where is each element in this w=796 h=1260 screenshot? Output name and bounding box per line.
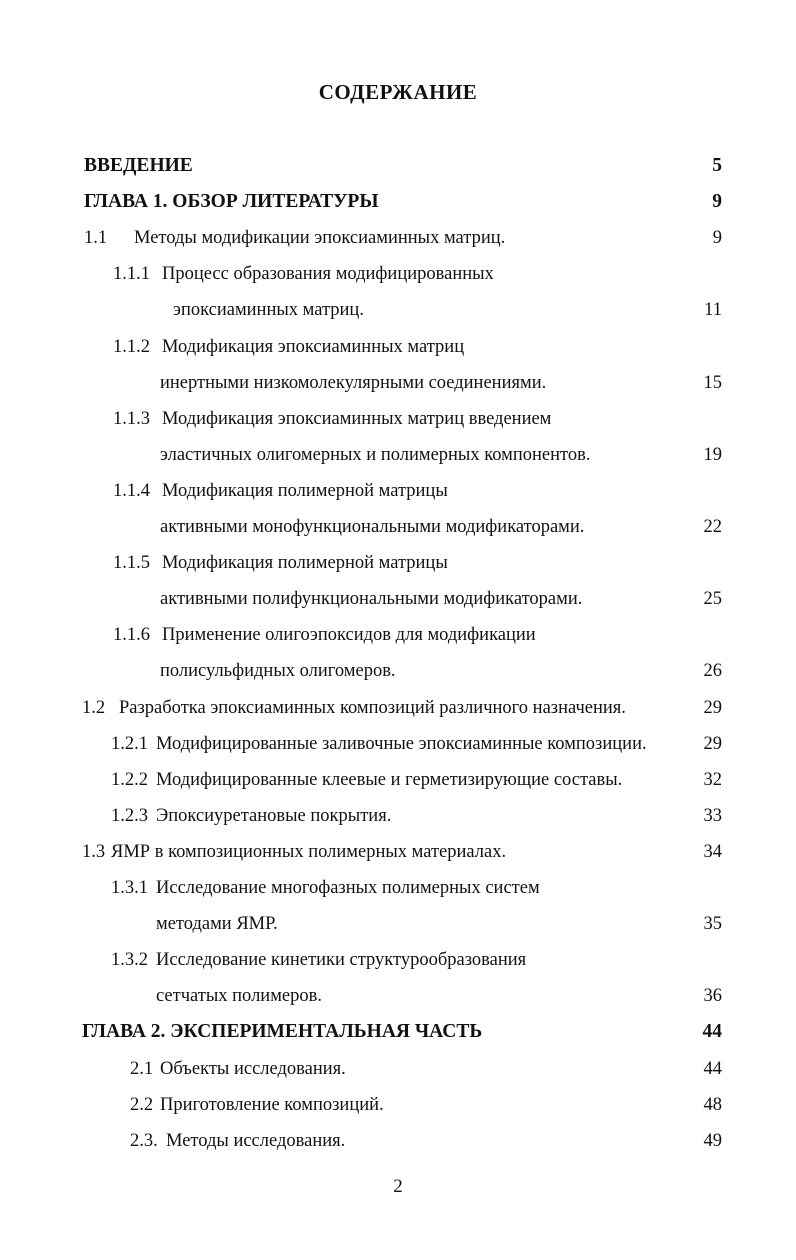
toc-entry-continuation <box>0 982 796 1010</box>
toc-entry-text: Модификация полимерной матрицы <box>162 481 448 501</box>
toc-entry <box>0 621 796 649</box>
toc-entry-continuation <box>0 657 796 685</box>
toc-entry-text: Разработка эпоксиаминных композиций различного назначения. <box>119 698 626 718</box>
toc-entry-text: сетчатых полимеров. <box>156 986 322 1006</box>
toc-entry-number: 2.3. <box>130 1131 158 1151</box>
toc-entry-page: 9 <box>712 191 722 212</box>
toc-entry-page: 34 <box>703 842 722 862</box>
toc-entry-text: ГЛАВА 2. ЭКСПЕРИМЕНТАЛЬНАЯ ЧАСТЬ <box>82 1021 483 1042</box>
toc-entry-text: эластичных олигомерных и полимерных компонентов. <box>160 445 591 465</box>
toc-entry-page: 33 <box>703 806 722 826</box>
toc-entry-number: 1.1.5 <box>113 553 150 573</box>
toc-entry-page: 5 <box>712 155 722 176</box>
toc-entry-text: полисульфидных олигомеров. <box>160 661 396 681</box>
toc-entry-page: 32 <box>703 770 722 790</box>
toc-entry-continuation <box>0 910 796 938</box>
toc-entry-text: эпоксиаминных матриц. <box>173 300 364 320</box>
toc-entry <box>0 477 796 505</box>
toc-entry-text: активными монофункциональными модификаторами. <box>160 517 585 537</box>
toc-entry-text: Модифицированные клеевые и герметизирующие составы. <box>156 770 623 790</box>
toc-entry-page: 44 <box>703 1059 722 1079</box>
toc-entry <box>0 1055 796 1083</box>
toc-entry-continuation <box>0 296 796 324</box>
toc-entry-page: 35 <box>703 914 722 934</box>
toc-entry-number: 1.1.6 <box>113 625 150 645</box>
toc-entry-number: 1.2.3 <box>111 806 148 826</box>
toc-entry-text: Методы модификации эпоксиаминных матриц. <box>134 228 506 248</box>
toc-entry-number: 1.1 <box>84 228 108 248</box>
toc-entry-continuation <box>0 585 796 613</box>
toc-entry-number: 1.1.3 <box>113 409 150 429</box>
toc-entry-text: Модификация полимерной матрицы <box>162 553 448 573</box>
toc-entry-number: 1.3.2 <box>111 950 148 970</box>
toc-entry-number: 1.1.4 <box>113 481 150 501</box>
toc-entry-page: 22 <box>703 517 722 537</box>
toc-entry-text: Модифицированные заливочные эпоксиаминные композиции. <box>156 734 647 754</box>
toc-entry-text: Объекты исследования. <box>160 1059 346 1079</box>
toc-entry-number: 1.3.1 <box>111 878 148 898</box>
toc-entry-text: ВВЕДЕНИЕ <box>84 155 193 176</box>
toc-entry-text: Модификация эпоксиаминных матриц <box>162 337 465 357</box>
toc-entry-text: Приготовление композиций. <box>160 1095 384 1115</box>
toc-entry <box>0 1018 796 1046</box>
toc-entry-number: 1.2 <box>82 698 106 718</box>
toc-entry-text: Модификация эпоксиаминных матриц введением <box>162 409 552 429</box>
toc-entry <box>0 874 796 902</box>
toc-entry-number: 2.2 <box>130 1095 154 1115</box>
toc-entry-page: 44 <box>702 1021 722 1042</box>
toc-entry <box>0 188 796 216</box>
page-title: СОДЕРЖАНИЕ <box>318 80 478 104</box>
toc-entry-page: 25 <box>703 589 722 609</box>
toc-entry-text: Эпоксиуретановые покрытия. <box>156 806 392 826</box>
toc-entry-page: 15 <box>703 373 722 393</box>
toc-entry <box>0 152 796 180</box>
toc-entry-page: 49 <box>703 1131 722 1151</box>
toc-entry-page: 36 <box>703 986 722 1006</box>
toc-entry <box>0 1127 796 1155</box>
toc-entry-text: Исследование кинетики структурообразования <box>156 950 527 970</box>
toc-entry <box>0 694 796 722</box>
toc-entry-text: ЯМР в композиционных полимерных материалах. <box>111 842 507 862</box>
toc-entry-page: 29 <box>703 734 722 754</box>
toc-entry-page: 26 <box>703 661 722 681</box>
toc-entry-page: 29 <box>703 698 722 718</box>
toc-entry <box>0 730 796 758</box>
toc-entry-number: 2.1 <box>130 1059 154 1079</box>
toc-entry <box>0 946 796 974</box>
toc-entry-text: Процесс образования модифицированных <box>162 264 494 284</box>
toc-entry <box>0 1091 796 1119</box>
page-number: 2 <box>393 1176 403 1197</box>
toc-entry-number: 1.2.1 <box>111 734 148 754</box>
toc-entry-continuation <box>0 513 796 541</box>
toc-entry-number: 1.1.1 <box>113 264 150 284</box>
toc-entry-page: 9 <box>712 228 722 248</box>
toc-entry <box>0 333 796 361</box>
toc-entry-text: Методы исследования. <box>166 1131 346 1151</box>
toc-entry <box>0 802 796 830</box>
toc-entry-number: 1.3 <box>82 842 106 862</box>
toc-entry <box>0 766 796 794</box>
toc-entry <box>0 224 796 252</box>
toc-entry-text: активными полифункциональными модификаторами. <box>160 589 583 609</box>
toc-entry-continuation <box>0 441 796 469</box>
toc-entry-text: Применение олигоэпоксидов для модификации <box>162 625 536 645</box>
toc-entry <box>0 549 796 577</box>
toc-entry-number: 1.1.2 <box>113 337 150 357</box>
toc-entry-page: 48 <box>703 1095 722 1115</box>
toc-entry-continuation <box>0 369 796 397</box>
toc-entry-number: 1.2.2 <box>111 770 148 790</box>
toc-entry-text: Исследование многофазных полимерных систем <box>156 878 540 898</box>
toc-entry <box>0 260 796 288</box>
toc-entry-text: инертными низкомолекулярными соединениями. <box>160 373 547 393</box>
toc-entry-page: 11 <box>704 300 722 320</box>
toc-entry <box>0 405 796 433</box>
toc-entry <box>0 838 796 866</box>
toc-entry-text: методами ЯМР. <box>156 914 278 934</box>
toc-entry-page: 19 <box>703 445 722 465</box>
toc-entry-text: ГЛАВА 1. ОБЗОР ЛИТЕРАТУРЫ <box>84 191 379 212</box>
